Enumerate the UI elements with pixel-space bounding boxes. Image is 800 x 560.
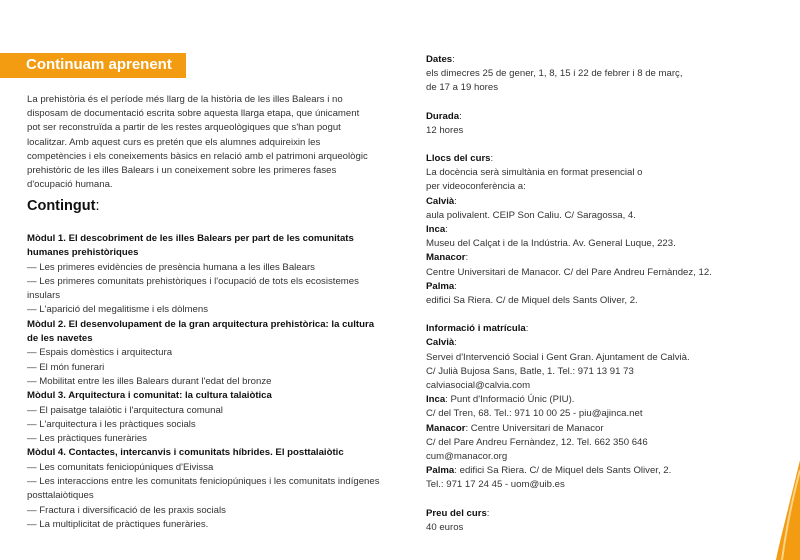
dates-line: els dimecres 25 de gener, 1, 8, 15 i 22 de febrer i 8 de març, (426, 68, 683, 80)
dates-colon: : (452, 54, 455, 65)
llocs-colon: : (490, 153, 494, 165)
module-item: — Les comunitats feniciopúniques d'Eivissa (27, 461, 214, 473)
course-info-column (426, 53, 771, 535)
module-title: Mòdul 3. Arquitectura i comunitat: la cultura talaiòtica (27, 390, 272, 402)
module-item: — Les primeres comunitats prehistòriques i l'ocupació de tots els ecosistemes insulars (27, 275, 359, 302)
preu-colon: : (486, 507, 490, 519)
place-name: Palma (426, 280, 455, 292)
contact-rest: : edifici Sa Riera. C/ de Miquel dels Sants Oliver, 2. (454, 465, 672, 477)
contact-rest: : Centre Universitari de Manacor (465, 422, 604, 434)
contact-line: C/ del Pare Andreu Fernàndez, 12. Tel. 662 350 646 (426, 436, 648, 448)
informacio-section (426, 322, 771, 492)
section-banner (0, 53, 186, 78)
modules-list (27, 232, 387, 532)
decorative-corner-graphic (770, 460, 800, 560)
dates-line: de 17 a 19 hores (426, 82, 499, 94)
place-name: Calvià (426, 195, 455, 207)
banner-title: Continuam aprenent (26, 56, 172, 73)
module-4 (27, 446, 387, 532)
contact-email: calviasocial@calvia.com (426, 380, 531, 392)
place-colon: : (454, 195, 457, 207)
place-colon: : (465, 252, 469, 264)
contingut-title: Contingut (27, 198, 96, 214)
contact-name: Calvià (426, 337, 455, 349)
module-item: — Les pràctiques funeràries (27, 433, 147, 445)
module-3 (27, 389, 387, 446)
informacio-colon: : (525, 323, 529, 335)
durada-label: Durada (426, 110, 460, 122)
durada-colon: : (459, 110, 462, 122)
module-title: Mòdul 2. El desenvolupament de la gran arquitectura prehistòrica: la cultura de les navetes (27, 318, 375, 345)
module-item: — Espais domèstics i arquitectura (27, 347, 173, 359)
llocs-section (426, 152, 771, 308)
contact-colon: : (454, 337, 457, 349)
llocs-line: La docència serà simultània en format presencial o (426, 167, 643, 179)
module-title: Mòdul 1. El descobriment de les illes Balears per part de les comunitats humanes prehistòriques (27, 233, 354, 259)
place-address: Centre Universitari de Manacor. C/ del Pare Andreu Fernàndez, 12. (426, 266, 712, 278)
dates-label: Dates (426, 54, 453, 65)
contact-line: C/ del Tren, 68. Tel.: 971 10 00 25 - piu@ajinca.net (426, 408, 643, 420)
module-item: — Les interaccions entre les comunitats feniciopúniques i les comunitats indígenes posttalaiòtiques (27, 476, 380, 502)
contingut-colon: : (95, 198, 100, 214)
llocs-line: per videoconferència a: (426, 181, 526, 193)
informacio-label: Informació i matrícula (426, 323, 526, 335)
place-name: Inca (426, 224, 446, 236)
place-colon: : (445, 224, 448, 236)
module-item: — Fractura i diversificació de les praxis socials (27, 504, 226, 516)
module-item: — El món funerari (27, 361, 105, 373)
module-item: — L'arquitectura i les pràctiques socials (27, 418, 196, 430)
module-item: — Mobilitat entre les illes Balears durant l'edat del bronze (27, 375, 272, 387)
module-2 (27, 318, 387, 389)
preu-label: Preu del curs (426, 507, 487, 519)
contact-line: C/ Julià Bujosa Sans, Batle, 1. Tel.: 971 13 91 73 (426, 365, 634, 377)
durada-section (426, 110, 771, 138)
contact-email: cum@manacor.org (426, 451, 508, 463)
preu-value: 40 euros (426, 521, 464, 533)
place-address: aula polivalent. CEIP Son Caliu. C/ Saragossa, 4. (426, 209, 636, 221)
place-address: edifici Sa Riera. C/ de Miquel dels Sants Oliver, 2. (426, 295, 638, 307)
contact-name: Palma (426, 465, 455, 477)
place-colon: : (454, 280, 457, 292)
dates-section (426, 53, 771, 96)
place-name: Manacor (426, 252, 466, 264)
contact-name: Manacor (426, 422, 466, 434)
module-item: — El paisatge talaiòtic i l'arquitectura comunal (27, 404, 223, 416)
module-item: — L'aparició del megalitisme i els dòlmens (27, 304, 208, 316)
intro-paragraph: La prehistòria és el període més llarg de la història de les illes Balears i no disposam de documentació escrita sobre aquesta llarga etapa, que únicament pot ser reconstruïda a partir de les restes arqueològiques que s'han pogut localitzar. Amb aquest curs es pretén que els alumnes adquireixin les competències i els coneixements bàsics en relació amb el patrimoni arqueològic prehistòric de les illes Balears i un coneixement sobre les primeres fases d'ocupació humana. (27, 94, 368, 191)
durada-value: 12 hores (426, 124, 464, 136)
contact-line: Servei d'Intervenció Social i Gent Gran. Ajuntament de Calvià. (426, 351, 690, 363)
preu-section (426, 507, 771, 535)
contingut-heading (27, 198, 99, 214)
llocs-label: Llocs del curs (426, 153, 491, 165)
contact-name: Inca (426, 394, 446, 406)
place-address: Museu del Calçat i de la Indústria. Av. General Luque, 223. (426, 238, 676, 250)
module-title: Mòdul 4. Contactes, intercanvis i comunitats híbrides. El posttalaiòtic (27, 447, 344, 459)
module-item: — La multiplicitat de pràctiques funeràries. (27, 518, 209, 530)
contact-line: Tel.: 971 17 24 45 - uom@uib.es (426, 479, 565, 491)
contact-rest: : Punt d'Informació Únic (PIU). (445, 394, 575, 406)
module-item: — Les primeres evidències de presència humana a les illes Balears (27, 261, 315, 273)
module-1 (27, 232, 387, 318)
